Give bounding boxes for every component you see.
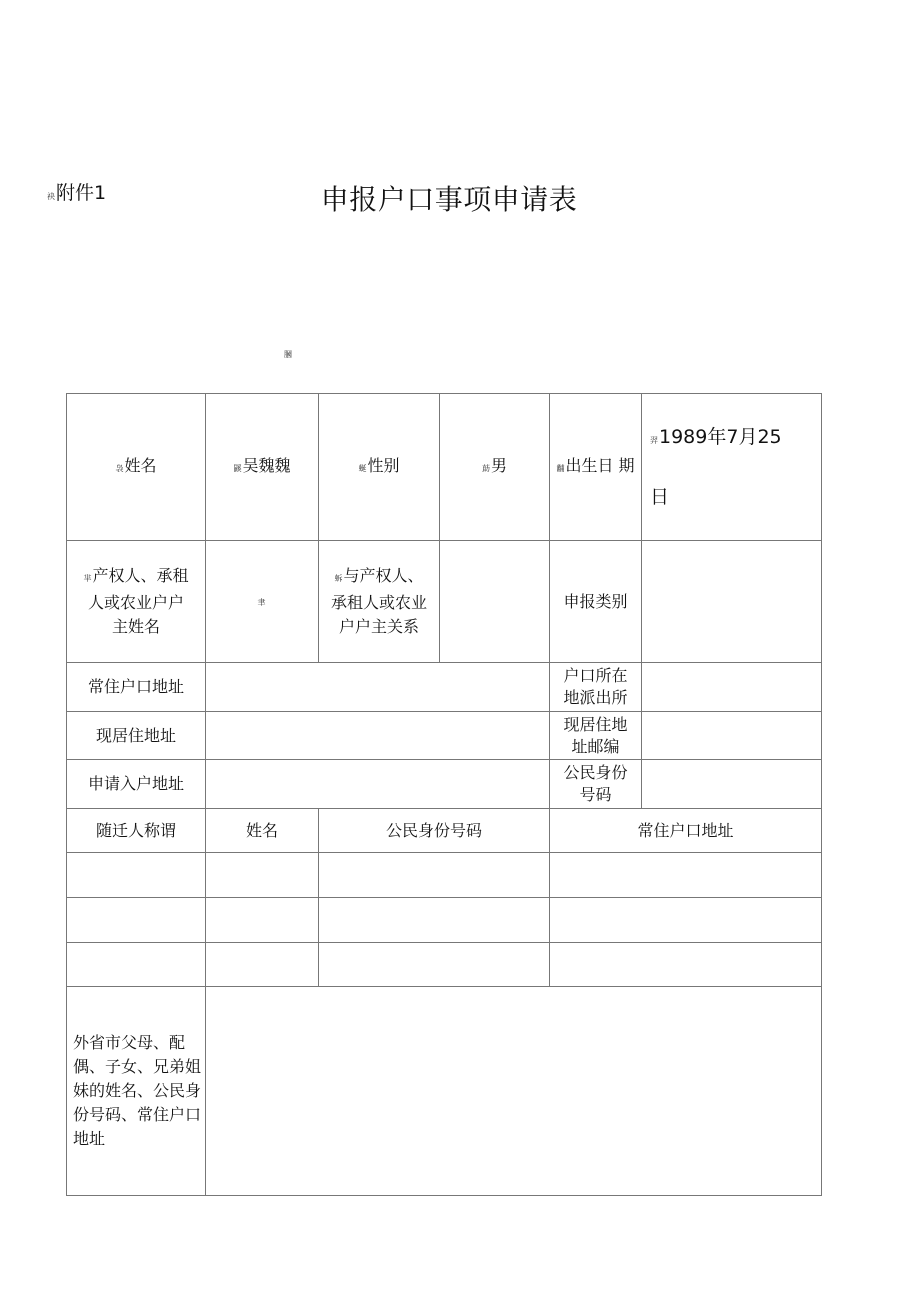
category-value-cell[interactable]	[642, 541, 822, 663]
gender-value-cell[interactable]: 莇男	[440, 394, 550, 541]
attachment-text: 附件1	[56, 182, 107, 204]
police-station-value-cell[interactable]	[642, 663, 822, 712]
owner-name-value-cell[interactable]: 聿	[206, 541, 319, 663]
name-label-cell: 袅姓名	[67, 394, 206, 541]
companion-row-2-name[interactable]	[206, 898, 319, 943]
gender-label-cell: 蜒性别	[319, 394, 440, 541]
companion-row-2-id[interactable]	[319, 898, 550, 943]
companion-header-id: 公民身份号码	[319, 809, 550, 853]
registered-address-value-cell[interactable]	[206, 663, 550, 712]
relatives-label-cell: 外省市父母、配偶、子女、兄弟姐妹的姓名、公民身份号码、常住户口地址	[67, 987, 206, 1196]
companion-row-1-address[interactable]	[550, 853, 822, 898]
residence-label-cell: 现居住地址	[67, 712, 206, 760]
owner-name-label-cell: 芈产权人、承租人或农业户户主姓名	[67, 541, 206, 663]
residence-value-cell[interactable]	[206, 712, 550, 760]
companion-row-1-id[interactable]	[319, 853, 550, 898]
id-label-cell: 公民身份号码	[550, 760, 642, 809]
registered-address-label-cell: 常住户口地址	[67, 663, 206, 712]
companion-row-3-title[interactable]	[67, 943, 206, 987]
companion-row-3-name[interactable]	[206, 943, 319, 987]
companion-row-3-address[interactable]	[550, 943, 822, 987]
postcode-label-cell: 现居住地址邮编	[550, 712, 642, 760]
id-value-cell[interactable]	[642, 760, 822, 809]
application-form-table	[66, 393, 822, 1196]
birth-label-cell: 黼出生日 期	[550, 394, 642, 541]
page-title: 申报户口事项申请表	[320, 183, 578, 216]
companion-header-title: 随迁人称谓	[67, 809, 206, 853]
apply-address-value-cell[interactable]	[206, 760, 550, 809]
relatives-value-cell[interactable]	[206, 987, 822, 1196]
companion-row-1-title[interactable]	[67, 853, 206, 898]
companion-header-address: 常住户口地址	[550, 809, 822, 853]
relation-label-cell: 蚸与产权人、承租人或农业户户主关系	[319, 541, 440, 663]
stray-mark: 袂	[47, 192, 55, 201]
relation-value-cell[interactable]	[440, 541, 550, 663]
companion-header-name: 姓名	[206, 809, 319, 853]
name-value-cell[interactable]: 鼷吴魏魏	[206, 394, 319, 541]
companion-row-2-address[interactable]	[550, 898, 822, 943]
companion-row-1-name[interactable]	[206, 853, 319, 898]
postcode-value-cell[interactable]	[642, 712, 822, 760]
apply-address-label-cell: 申请入户地址	[67, 760, 206, 809]
category-label-cell: 申报类别	[550, 541, 642, 663]
companion-row-3-id[interactable]	[319, 943, 550, 987]
police-station-label-cell: 户口所在地派出所	[550, 663, 642, 712]
stray-mark: 膕	[284, 350, 292, 359]
birth-value-cell[interactable]: 羿1989年7月25 日	[642, 394, 822, 541]
companion-row-2-title[interactable]	[67, 898, 206, 943]
